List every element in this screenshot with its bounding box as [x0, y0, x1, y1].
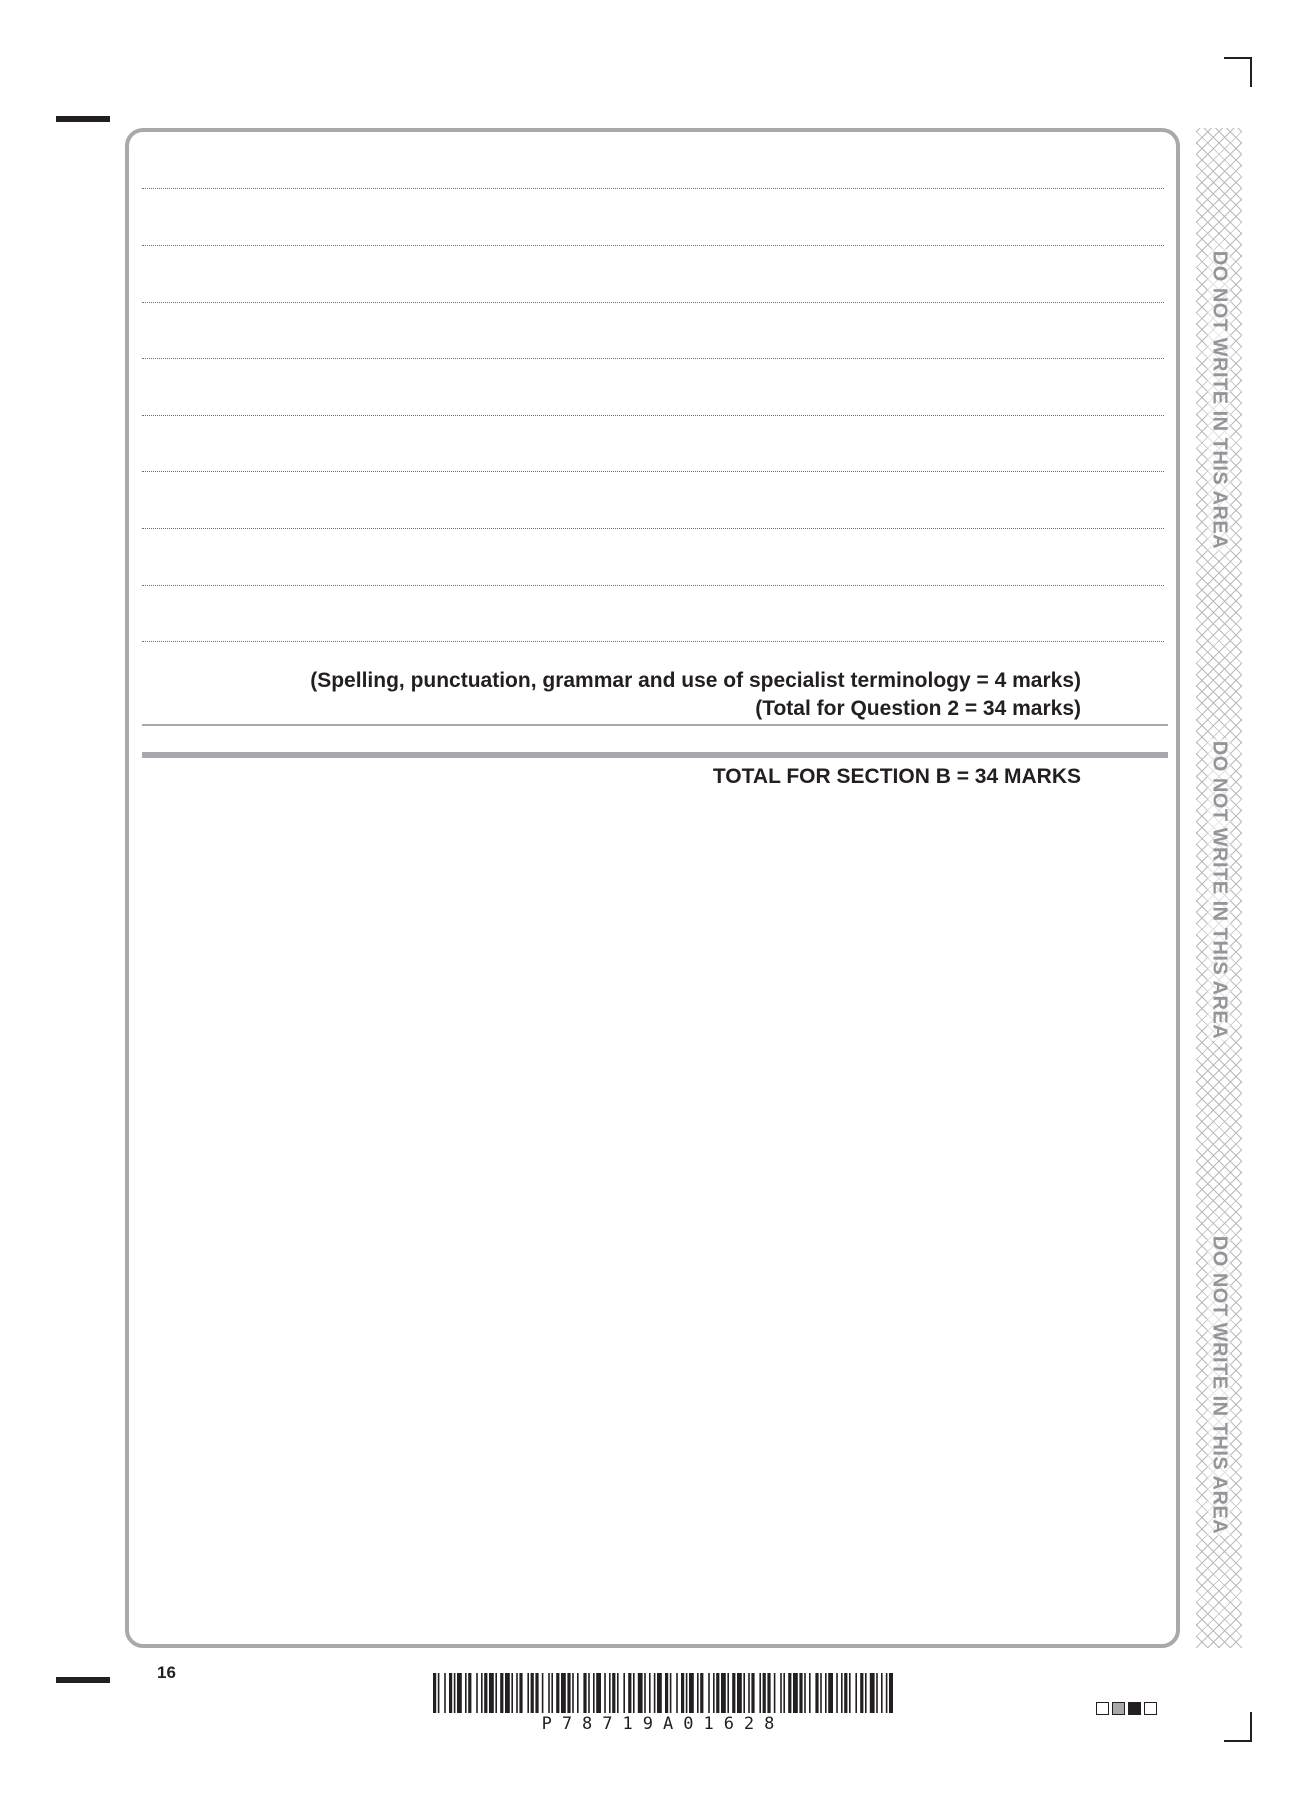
barcode-bar: [612, 1673, 615, 1713]
barcode-bar: [454, 1673, 456, 1713]
barcode-bar: [713, 1673, 715, 1713]
barcode-bar: [438, 1673, 440, 1713]
barcode-bar: [889, 1673, 893, 1713]
barcode-bar: [855, 1673, 857, 1713]
barcode-bar: [561, 1673, 566, 1713]
barcode-bar: [596, 1673, 601, 1713]
barcode-bar: [809, 1673, 811, 1713]
barcode-bar: [828, 1673, 833, 1713]
barcode-bar: [548, 1673, 550, 1713]
barcode-bar: [767, 1673, 770, 1713]
question-total-text: (Total for Question 2 = 34 marks): [755, 697, 1081, 720]
answer-line[interactable]: [142, 471, 1164, 472]
barcode: [433, 1673, 893, 1713]
barcode-bar: [748, 1673, 750, 1713]
answer-line[interactable]: [142, 245, 1164, 246]
barcode-bar: [519, 1673, 522, 1713]
answer-line[interactable]: [142, 585, 1164, 586]
margin-warning-text: DO NOT WRITE IN THIS AREA: [1208, 1235, 1231, 1535]
barcode-bar: [697, 1673, 699, 1713]
barcode-bar: [689, 1673, 694, 1713]
section-total-text: TOTAL FOR SECTION B = 34 MARKS: [712, 765, 1081, 788]
barcode-bar: [865, 1673, 867, 1713]
barcode-bar: [516, 1673, 518, 1713]
answer-line[interactable]: [142, 528, 1164, 529]
barcode-bar: [468, 1673, 471, 1713]
barcode-bar: [465, 1673, 467, 1713]
barcode-bar: [793, 1673, 798, 1713]
barcode-bar: [670, 1673, 672, 1713]
barcode-bar: [836, 1673, 838, 1713]
barcode-bar: [457, 1673, 462, 1713]
barcode-bar: [751, 1673, 754, 1713]
barcode-bar: [700, 1673, 703, 1713]
barcode-bar: [644, 1673, 646, 1713]
barcode-bar: [531, 1673, 534, 1713]
barcode-bar: [870, 1673, 875, 1713]
barcode-number: P78719A01628: [541, 1714, 785, 1734]
barcode-bar: [588, 1673, 590, 1713]
barcode-bar: [495, 1673, 497, 1713]
barcode-bar: [825, 1673, 827, 1713]
barcode-bar: [577, 1673, 579, 1713]
registration-mark-top-left: [56, 116, 110, 122]
barcode-bar: [628, 1673, 631, 1713]
crop-mark-bottom-right-h: [1224, 1740, 1252, 1742]
barcode-bar: [774, 1673, 776, 1713]
margin-warning-text: DO NOT WRITE IN THIS AREA: [1208, 250, 1231, 550]
barcode-bar: [876, 1673, 878, 1713]
barcode-bar: [542, 1673, 544, 1713]
barcode-bar: [841, 1673, 843, 1713]
barcode-bar: [593, 1673, 595, 1713]
barcode-bar: [721, 1673, 726, 1713]
barcode-bar: [844, 1673, 847, 1713]
barcode-bar: [649, 1673, 651, 1713]
barcode-bar: [604, 1673, 606, 1713]
barcode-bar: [484, 1673, 487, 1713]
barcode-bar: [633, 1673, 635, 1713]
barcode-bar: [676, 1673, 678, 1713]
barcode-bar: [780, 1673, 782, 1713]
spag-marks-text: (Spelling, punctuation, grammar and use of specialist terminology = 4 marks): [310, 669, 1081, 692]
barcode-bar: [763, 1673, 766, 1713]
barcode-bar: [665, 1673, 668, 1713]
answer-line[interactable]: [142, 641, 1164, 642]
barcode-bar: [500, 1673, 503, 1713]
crop-mark-top-right-h: [1224, 57, 1252, 59]
indicator-square-grey: [1112, 1702, 1125, 1715]
answer-line[interactable]: [142, 358, 1164, 359]
barcode-bar: [654, 1673, 656, 1713]
barcode-bar: [567, 1673, 570, 1713]
barcode-bar: [489, 1673, 494, 1713]
indicator-square-empty: [1096, 1702, 1109, 1715]
barcode-bar: [860, 1673, 863, 1713]
barcode-bar: [657, 1673, 662, 1713]
barcode-bar: [527, 1673, 529, 1713]
answer-line[interactable]: [142, 188, 1164, 189]
barcode-bar: [572, 1673, 574, 1713]
question-end-rule: [142, 724, 1168, 726]
barcode-bar: [815, 1673, 818, 1713]
barcode-bar: [849, 1673, 851, 1713]
page-indicator-squares: [1096, 1702, 1157, 1715]
barcode-bar: [433, 1673, 436, 1713]
barcode-bar: [449, 1673, 452, 1713]
barcode-bar: [481, 1673, 483, 1713]
barcode-bar: [820, 1673, 822, 1713]
barcode-bar: [759, 1673, 761, 1713]
margin-warning-text: DO NOT WRITE IN THIS AREA: [1208, 740, 1231, 1040]
barcode-bar: [732, 1673, 735, 1713]
barcode-bar: [505, 1673, 510, 1713]
crop-mark-top-right-v: [1250, 57, 1252, 87]
section-end-rule: [142, 752, 1168, 758]
barcode-bar: [617, 1673, 619, 1713]
barcode-bar: [708, 1673, 710, 1713]
barcode-bar: [799, 1673, 802, 1713]
barcode-bar: [511, 1673, 513, 1713]
barcode-bar: [535, 1673, 538, 1713]
answer-line[interactable]: [142, 302, 1164, 303]
barcode-bar: [881, 1673, 883, 1713]
barcode-bar: [743, 1673, 745, 1713]
registration-mark-bottom-left: [56, 1677, 110, 1683]
answer-line[interactable]: [142, 415, 1164, 416]
barcode-bar: [681, 1673, 684, 1713]
barcode-bar: [716, 1673, 719, 1713]
indicator-square-empty: [1144, 1702, 1157, 1715]
barcode-bar: [476, 1673, 478, 1713]
barcode-bar: [609, 1673, 611, 1713]
barcode-bar: [737, 1673, 742, 1713]
barcode-bar: [686, 1673, 688, 1713]
barcode-bar: [583, 1673, 586, 1713]
barcode-bar: [623, 1673, 625, 1713]
barcode-bar: [444, 1673, 446, 1713]
barcode-bar: [638, 1673, 643, 1713]
page-number: 16: [157, 1663, 176, 1682]
crop-mark-bottom-right-v: [1250, 1712, 1252, 1742]
indicator-square-filled: [1128, 1702, 1141, 1715]
barcode-bar: [886, 1673, 888, 1713]
barcode-bar: [551, 1673, 553, 1713]
barcode-bar: [556, 1673, 559, 1713]
barcode-bar: [727, 1673, 729, 1713]
barcode-bar: [788, 1673, 791, 1713]
barcode-bar: [804, 1673, 806, 1713]
barcode-bar: [783, 1673, 785, 1713]
answer-area-frame: [125, 128, 1180, 1648]
